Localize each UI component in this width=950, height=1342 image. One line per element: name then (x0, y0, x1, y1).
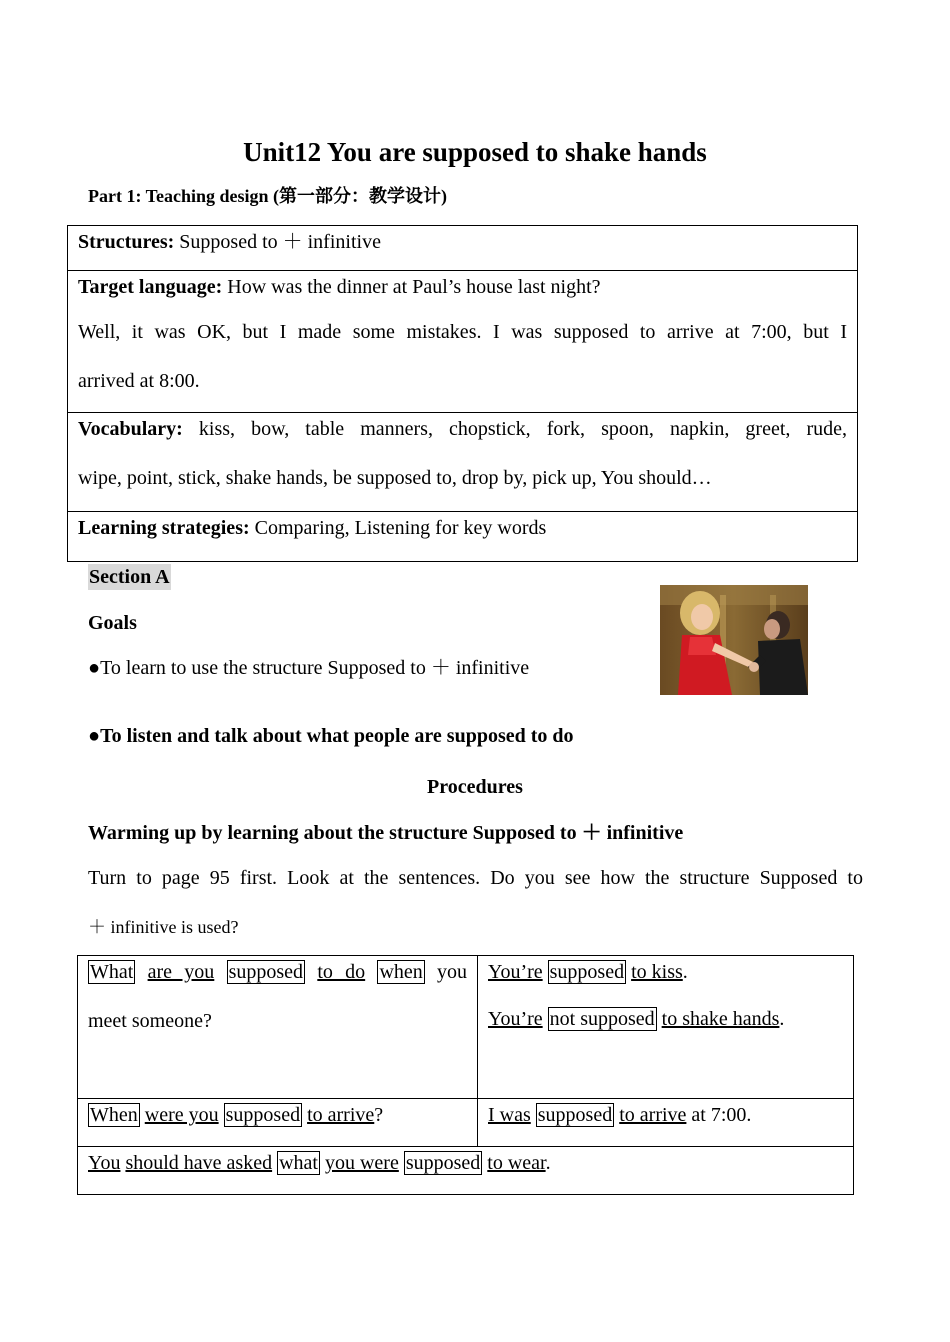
goals-heading: Goals (88, 612, 137, 634)
word-when: When (90, 1104, 138, 1126)
instruction-line2: ＋ infinitive is used? (88, 917, 239, 937)
word-what: What (90, 961, 134, 983)
word-supposed: supposed (537, 1104, 613, 1126)
structures-cell (68, 226, 858, 271)
vocabulary-cell (68, 413, 858, 512)
question-mark: ? (374, 1104, 384, 1126)
word-supposed: supposed (228, 961, 304, 983)
time-text: at 7:00. (686, 1104, 752, 1126)
handshake-photo (660, 585, 808, 695)
goal-item-2: ●To listen and talk about what people are supposed to do (88, 725, 574, 747)
phrase-are-you: are you (147, 961, 215, 983)
vocabulary-label: Vocabulary: (78, 418, 183, 440)
word-supposed: supposed (225, 1104, 301, 1126)
learning-strategies-value: Comparing, Listening for key words (254, 517, 547, 539)
target-language-label: Target language: (78, 276, 223, 298)
vocabulary-line1: kiss, bow, table manners, chopstick, fork, spoon, napkin, greet, rude, (198, 418, 847, 440)
question-line2: meet someone? (88, 1010, 212, 1032)
period: . (545, 1152, 551, 1174)
example-question-cell (78, 956, 478, 1099)
example-answer-cell-2 (478, 1099, 854, 1147)
phrase-to-kiss: to kiss (631, 961, 683, 983)
phrase-to-arrive: to arrive (619, 1104, 687, 1126)
phrase-to-wear: to wear (487, 1152, 546, 1174)
word-you: You (88, 1152, 121, 1174)
structures-label: Structures: (78, 231, 175, 253)
goal-item-1: ●To learn to use the structure Supposed to ＋ infinitive (88, 657, 530, 679)
target-language-answer-line2: arrived at 8:00. (78, 370, 200, 392)
section-label: Section A (89, 566, 170, 588)
instruction-line1: Turn to page 95 first. Look at the sentences. Do you see how the structure Supposed to (88, 867, 863, 889)
example-sentences-table (77, 955, 854, 1195)
phrase-you-were: you were (324, 1152, 399, 1174)
word-youre: You’re (488, 1008, 543, 1030)
part-heading: Part 1: Teaching design (第一部分：教学设计) (88, 186, 448, 206)
learning-strategies-cell (68, 512, 858, 562)
example-sentence-cell-3 (78, 1147, 854, 1195)
phrase-i-was: I was (488, 1104, 531, 1126)
learning-strategies-label: Learning strategies: (78, 517, 250, 539)
example-question-cell-2 (78, 1099, 478, 1147)
word-youre: You’re (488, 961, 543, 983)
phrase-to-arrive: to arrive (307, 1104, 375, 1126)
word-what: what (279, 1152, 318, 1174)
phrase-were-you: were you (144, 1104, 219, 1126)
word-supposed: supposed (405, 1152, 481, 1174)
example-answer-cell (478, 956, 854, 1099)
teaching-design-table (67, 225, 858, 562)
word-supposed: supposed (549, 961, 625, 983)
period: . (779, 1008, 785, 1030)
phrase-to-do: to do (317, 961, 366, 983)
procedures-heading: Procedures (427, 776, 523, 798)
target-language-question: How was the dinner at Paul’s house last night? (227, 276, 601, 298)
vocabulary-line2: wipe, point, stick, shake hands, be supposed to, drop by, pick up, You should… (78, 467, 712, 489)
target-language-cell (68, 271, 858, 413)
phrase-should-have-asked: should have asked (125, 1152, 273, 1174)
page-title: Unit12 You are supposed to shake hands (243, 137, 707, 167)
word-when: when (379, 961, 423, 983)
structures-value: Supposed to ＋ infinitive (179, 231, 381, 253)
warming-up-heading: Warming up by learning about the structure Supposed to ＋ infinitive (88, 822, 684, 844)
period: . (682, 961, 688, 983)
phrase-to-shake-hands: to shake hands (661, 1008, 780, 1030)
word-you: you (437, 961, 468, 983)
target-language-answer-line1: Well, it was OK, but I made some mistakes. I was supposed to arrive at 7:00, but I (78, 321, 847, 343)
phrase-not-supposed: not supposed (549, 1008, 655, 1030)
